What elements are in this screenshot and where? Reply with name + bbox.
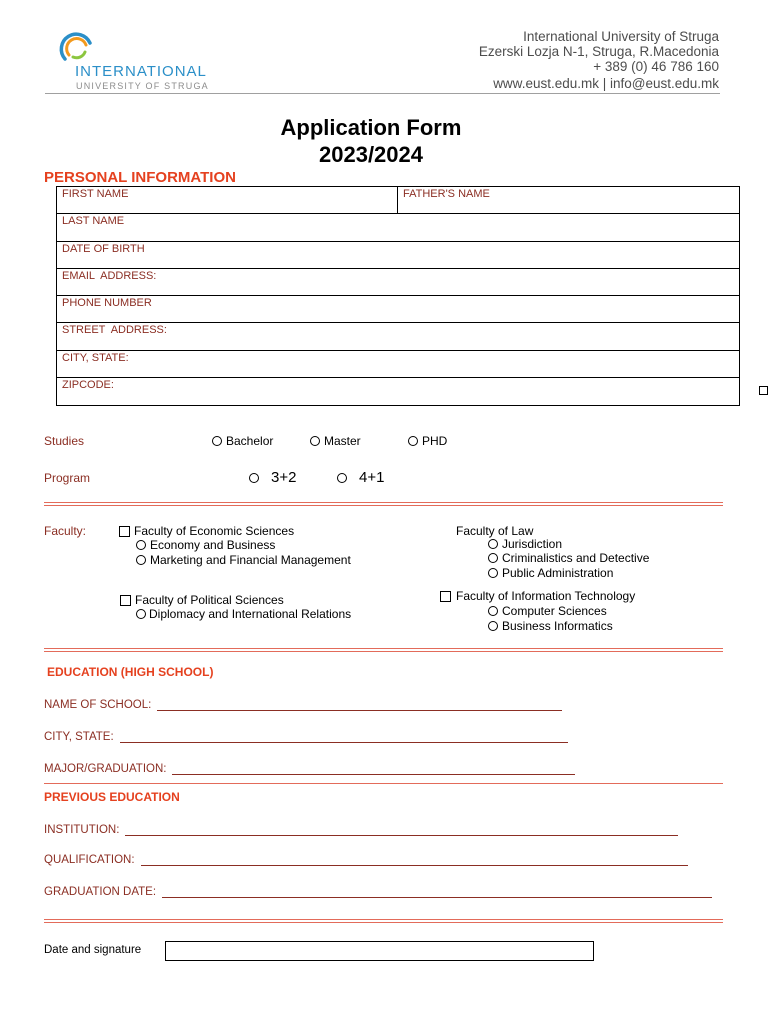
faculty-name: Faculty of Law	[456, 524, 534, 538]
date-and-signature-label: Date and signature	[44, 944, 142, 956]
field-label: EMAIL ADDRESS:	[62, 269, 157, 282]
previous-education-heading: PREVIOUS EDUCATION	[44, 790, 180, 804]
header-divider	[45, 93, 720, 94]
first-name-field[interactable]	[57, 187, 398, 213]
logo-subname: UNIVERSITY OF STRUGA	[76, 81, 209, 91]
name-of-school-input-line[interactable]	[157, 710, 562, 711]
option-label: Marketing and Financial Management	[150, 553, 351, 567]
city-state-input-line[interactable]	[120, 742, 568, 743]
radio-button[interactable]	[212, 436, 222, 446]
radio-button[interactable]	[310, 436, 320, 446]
program-public-administration[interactable]	[488, 566, 613, 580]
city-state-field	[44, 730, 568, 744]
faculty-checkbox[interactable]	[119, 526, 130, 537]
radio-button[interactable]	[488, 606, 498, 616]
faculty-political-sciences[interactable]	[120, 593, 284, 607]
personal-information-table	[56, 186, 740, 406]
email-address-field[interactable]	[57, 269, 739, 296]
option-label: Diplomacy and International Relations	[149, 607, 352, 621]
major-graduation-field	[44, 762, 575, 776]
radio-button[interactable]	[408, 436, 418, 446]
faculty-economic-sciences[interactable]	[119, 524, 294, 538]
studies-option-master[interactable]	[310, 434, 361, 448]
date-of-birth-field[interactable]	[57, 242, 739, 269]
option-label: Master	[324, 434, 361, 448]
field-label: FATHER'S NAME	[403, 188, 490, 200]
option-label: Criminalistics and Detective	[502, 551, 650, 565]
form-title: Application Form	[280, 115, 462, 140]
form-year: 2023/2024	[319, 142, 423, 167]
field-label: CITY, STATE:	[62, 351, 129, 364]
qualification-field	[44, 853, 688, 867]
option-label: Business Informatics	[502, 619, 613, 633]
faculty-name: Faculty of Information Technology	[456, 589, 636, 603]
program-label: Program	[44, 471, 91, 485]
field-label: MAJOR/GRADUATION:	[44, 763, 167, 775]
faculty-law	[456, 524, 533, 538]
name-of-school-field	[44, 698, 562, 712]
field-label: GRADUATION DATE:	[44, 886, 157, 898]
graduation-date-input-line[interactable]	[162, 897, 712, 898]
institution-field	[44, 823, 678, 837]
radio-button[interactable]	[488, 553, 498, 563]
section-divider	[44, 502, 723, 506]
field-label: STREET ADDRESS:	[62, 324, 167, 337]
checkbox[interactable]	[759, 386, 768, 395]
contact-address: Ezerski Lozja N-1, Struga, R.Macedonia	[478, 44, 719, 59]
option-label: Economy and Business	[150, 538, 276, 552]
field-label: QUALIFICATION:	[44, 854, 135, 866]
eust-swirl-logo-icon	[56, 28, 96, 68]
education-high-school-heading: EDUCATION (HIGH SCHOOL)	[47, 665, 214, 679]
faculty-name: Faculty of Political Sciences	[135, 593, 284, 607]
faculty-name: Faculty of Economic Sciences	[134, 524, 295, 538]
radio-button[interactable]	[136, 609, 146, 619]
personal-information-heading: PERSONAL INFORMATION	[44, 169, 236, 186]
radio-button[interactable]	[337, 473, 347, 483]
radio-button[interactable]	[488, 539, 498, 549]
studies-label: Studies	[44, 434, 85, 448]
radio-button[interactable]	[488, 568, 498, 578]
field-label: NAME OF SCHOOL:	[44, 699, 152, 711]
fathers-name-field[interactable]	[398, 187, 739, 213]
program-jurisdiction[interactable]	[488, 537, 562, 551]
program-economy-and-business[interactable]	[136, 538, 275, 552]
program-marketing-and-financial-management[interactable]	[136, 553, 351, 567]
contact-institution: International University of Struga	[523, 29, 719, 44]
option-label: 4+1	[359, 469, 385, 486]
studies-option-bachelor[interactable]	[212, 434, 273, 448]
faculty-checkbox[interactable]	[120, 595, 131, 606]
table-row	[57, 187, 739, 214]
contact-web-email: www.eust.edu.mk | info@eust.edu.mk	[493, 76, 719, 91]
section-divider	[44, 648, 723, 652]
institution-input-line[interactable]	[125, 835, 678, 836]
option-label: Jurisdiction	[502, 537, 563, 551]
last-name-field[interactable]	[57, 214, 739, 241]
radio-button[interactable]	[488, 621, 498, 631]
program-computer-sciences[interactable]	[488, 604, 607, 618]
faculty-information-technology[interactable]	[440, 589, 635, 603]
field-label: DATE OF BIRTH	[62, 242, 145, 255]
program-diplomacy-and-international-relations[interactable]	[136, 607, 351, 621]
option-label: PHD	[422, 434, 448, 448]
major-graduation-input-line[interactable]	[172, 774, 575, 775]
zipcode-field[interactable]	[57, 378, 739, 405]
section-divider	[44, 919, 723, 923]
faculty-label: Faculty:	[44, 524, 87, 538]
field-label: FIRST NAME	[62, 188, 129, 200]
logo-name: INTERNATIONAL	[75, 63, 207, 80]
program-option-3-2[interactable]	[249, 470, 296, 486]
option-label: Computer Sciences	[502, 604, 607, 618]
option-label: Public Administration	[502, 566, 614, 580]
program-option-4-1[interactable]	[337, 470, 384, 486]
program-business-informatics[interactable]	[488, 619, 613, 633]
field-label: PHONE NUMBER	[62, 297, 152, 309]
phone-number-field[interactable]	[57, 296, 739, 323]
field-label: INSTITUTION:	[44, 824, 120, 836]
radio-button[interactable]	[249, 473, 259, 483]
contact-phone: + 389 (0) 46 786 160	[593, 59, 719, 74]
field-label: LAST NAME	[62, 215, 125, 228]
field-label: CITY, STATE:	[44, 731, 114, 743]
field-label: ZIPCODE:	[62, 378, 114, 391]
city-state-field[interactable]	[57, 351, 739, 378]
section-divider	[44, 783, 723, 784]
option-label: 3+2	[271, 469, 297, 486]
street-address-field[interactable]	[57, 323, 739, 350]
radio-button[interactable]	[136, 540, 146, 550]
studies-option-phd[interactable]	[408, 434, 447, 448]
graduation-date-field	[44, 885, 712, 899]
faculty-checkbox[interactable]	[440, 591, 451, 602]
option-label: Bachelor	[226, 434, 274, 448]
qualification-input-line[interactable]	[141, 865, 688, 866]
date-and-signature-input-box[interactable]	[165, 941, 594, 961]
program-criminalistics-and-detective[interactable]	[488, 551, 649, 565]
radio-button[interactable]	[136, 555, 146, 565]
